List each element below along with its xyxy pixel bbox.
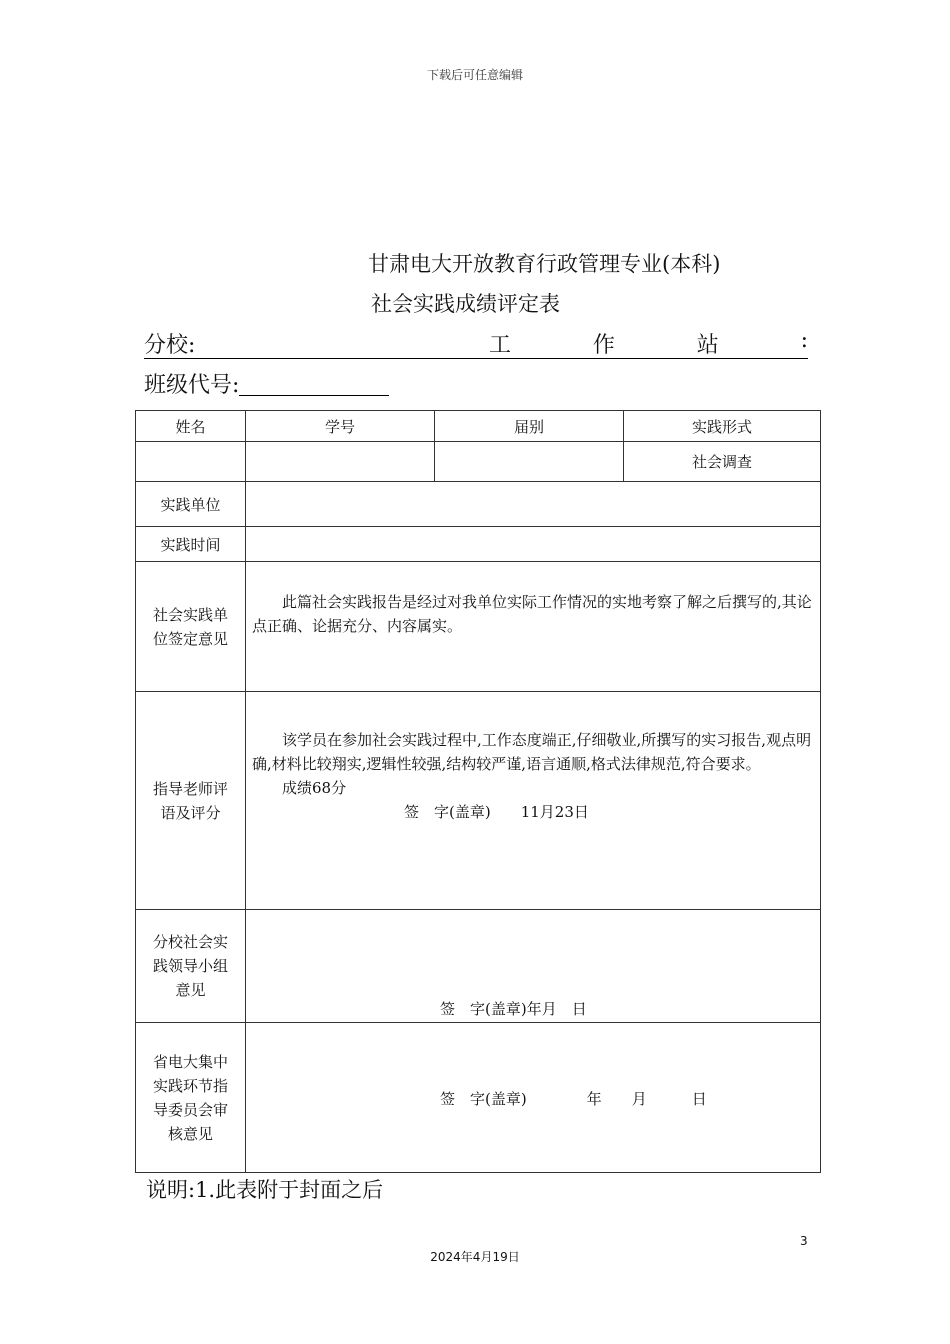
branch-workstation-line (144, 328, 808, 359)
province-review-label: 省电大集中 实践环节指 导委员会审 核意见 (136, 1023, 246, 1173)
province-review-row (136, 1023, 821, 1173)
form-title-line2: 社会实践成绩评定表 (371, 292, 560, 316)
workstation-char: : (800, 328, 808, 353)
workstation-char: 工 (489, 333, 512, 358)
practice-unit-value (246, 482, 821, 527)
teacher-comment-text: 该学员在参加社会实践过程中,工作态度端正,仔细敬业,所撰写的实习报告,观点明确,材料比较翔实,逻辑性较强,结构较严谨,语言通顺,格式法律规范,符合要求。 (252, 731, 812, 773)
workstation-char: 站 (696, 333, 719, 358)
student-id-value (246, 442, 435, 482)
workstation-char: 作 (592, 333, 615, 358)
branch-group-row (136, 910, 821, 1023)
header-name: 姓名 (136, 411, 246, 442)
form-title-line1: 甘肃电大开放教育行政管理专业(本科) (368, 252, 721, 276)
teacher-comment-row (136, 692, 821, 910)
practice-time-row (136, 527, 821, 562)
practice-unit-row (136, 482, 821, 527)
branch-group-label: 分校社会实 践领导小组 意见 (136, 910, 246, 1023)
branch-group-signature: 签 字(盖章)年月 日 (246, 910, 821, 1023)
unit-opinion-label: 社会实践单 位签定意见 (136, 562, 246, 692)
table-header-row (136, 411, 821, 442)
header-practice-form: 实践形式 (624, 411, 821, 442)
workstation-label (489, 328, 808, 359)
footer-date: 2024年4月19日 (430, 1250, 520, 1264)
session-value (435, 442, 624, 482)
class-code-label: 班级代号: (144, 373, 240, 398)
province-review-signature: 签 字(盖章) 年 月 日 (246, 1023, 821, 1173)
practice-unit-label: 实践单位 (136, 482, 246, 527)
unit-opinion-row (136, 562, 821, 692)
header-note: 下载后可任意编辑 (426, 68, 523, 82)
class-code-line (144, 368, 389, 398)
branch-label: 分校: (144, 333, 196, 358)
teacher-comment-label: 指导老师评 语及评分 (136, 692, 246, 910)
header-session: 届别 (435, 411, 624, 442)
header-student-id: 学号 (246, 411, 435, 442)
page-number: 3 (800, 1234, 808, 1248)
name-value (136, 442, 246, 482)
teacher-signature: 签 字(盖章) 11月23日 (404, 803, 589, 821)
class-code-blank (239, 368, 389, 396)
practice-time-value (246, 527, 821, 562)
practice-time-label: 实践时间 (136, 527, 246, 562)
evaluation-table (135, 410, 821, 1173)
teacher-comment-content (246, 692, 821, 910)
practice-form-value: 社会调查 (624, 442, 821, 482)
unit-opinion-text: 此篇社会实践报告是经过对我单位实际工作情况的实地考察了解之后撰写的,其论点正确、论据充分、内容属实。 (252, 593, 812, 635)
table-value-row (136, 442, 821, 482)
unit-opinion-content (246, 562, 821, 692)
form-note: 说明:1.此表附于封面之后 (146, 1178, 384, 1202)
teacher-score: 成绩68分 (282, 779, 347, 797)
